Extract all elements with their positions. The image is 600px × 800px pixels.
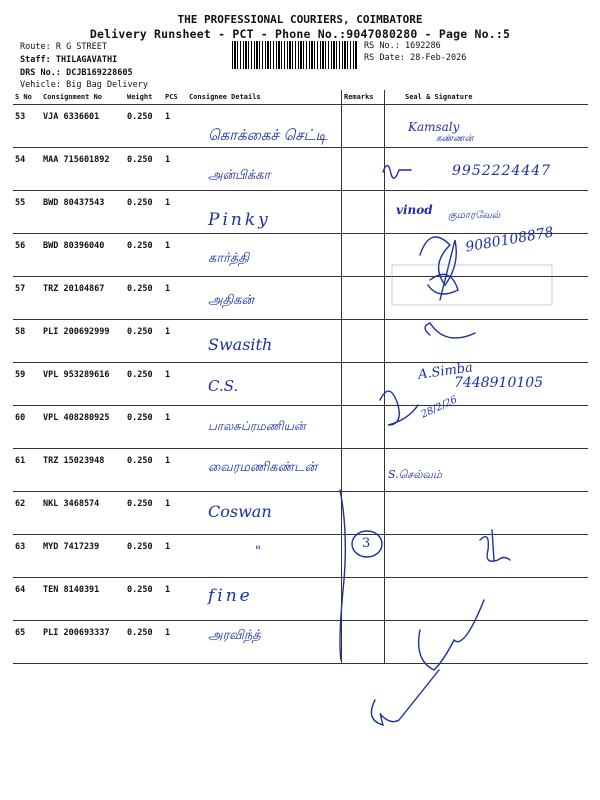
remarks-circle-number: 3 bbox=[362, 536, 371, 551]
cell-pcs: 1 bbox=[163, 406, 187, 449]
cell-consignment-no: MYD 7417239 bbox=[41, 535, 125, 578]
signature-61: S.செல்வம் bbox=[388, 468, 442, 481]
signature-60-scribble bbox=[380, 391, 418, 425]
cell-weight: 0.250 bbox=[125, 148, 163, 191]
staff-value: THILAGAVATHI bbox=[55, 55, 118, 65]
consignee-handwriting: " bbox=[255, 544, 261, 559]
consignee-handwriting: fine bbox=[208, 585, 253, 606]
signature-56-scribble bbox=[420, 237, 456, 300]
consignee-handwriting: கொக்கைச் செட்டி bbox=[208, 126, 328, 144]
cell-consignment-no: PLI 200693337 bbox=[41, 621, 125, 664]
signature-63-scribble bbox=[480, 530, 510, 561]
cell-weight: 0.250 bbox=[125, 578, 163, 621]
consignee-handwriting: வைரமணிகண்டன் bbox=[208, 460, 318, 476]
cell-consignment-no: TRZ 20104867 bbox=[41, 277, 125, 320]
cell-sno: 54 bbox=[13, 148, 41, 191]
cell-sno: 58 bbox=[13, 320, 41, 363]
vehicle-label: Vehicle: bbox=[20, 80, 61, 90]
rs-date-value: 28-Feb-2026 bbox=[410, 53, 467, 63]
cell-pcs: 1 bbox=[163, 234, 187, 277]
col-weight: Weight bbox=[125, 90, 163, 105]
cell-consignment-no: BWD 80437543 bbox=[41, 191, 125, 234]
signature-65-scribble bbox=[419, 600, 484, 670]
consignee-handwriting: பாலசுப்ரமணியன் bbox=[208, 418, 306, 433]
cell-sno: 60 bbox=[13, 406, 41, 449]
cell-pcs: 1 bbox=[163, 492, 187, 535]
rs-date-label: RS Date: bbox=[364, 53, 405, 63]
runsheet-subtitle: Delivery Runsheet - PCT - Phone No.:9047080280 - Page No.:5 bbox=[89, 27, 511, 41]
cell-weight: 0.250 bbox=[125, 234, 163, 277]
cell-consignment-no: TEN 8140391 bbox=[41, 578, 125, 621]
signature-55: vinod bbox=[396, 203, 433, 217]
cell-weight: 0.250 bbox=[125, 191, 163, 234]
route-value: R G STREET bbox=[55, 42, 108, 52]
cell-weight: 0.250 bbox=[125, 320, 163, 363]
cell-consignment-no: TRZ 15023948 bbox=[41, 449, 125, 492]
signature-53: Kamsaly bbox=[408, 120, 460, 134]
bottom-signature-scribble bbox=[371, 670, 439, 725]
consignee-handwriting: அதிகன் bbox=[208, 293, 255, 309]
cell-consignment-no: BWD 80396040 bbox=[41, 234, 125, 277]
company-title: THE PROFESSIONAL COURIERS, COIMBATORE bbox=[177, 13, 423, 26]
cell-sno: 63 bbox=[13, 535, 41, 578]
cell-weight: 0.250 bbox=[125, 363, 163, 406]
vehicle-value: Big Bag Delivery bbox=[66, 80, 148, 90]
signature-59-sub: 7448910105 bbox=[454, 375, 544, 391]
col-consignment: Consignment No bbox=[41, 90, 125, 105]
cell-weight: 0.250 bbox=[125, 492, 163, 535]
cell-sno: 61 bbox=[13, 449, 41, 492]
drs-label: DRS No.: bbox=[20, 68, 61, 78]
consignee-handwriting: Pinky bbox=[208, 209, 271, 230]
signature-60: 28/2/26 bbox=[419, 394, 460, 421]
col-seal-signature: Seal & Signature bbox=[385, 90, 589, 105]
consignee-handwriting: Swasith bbox=[208, 335, 273, 354]
col-sno: S No bbox=[13, 90, 41, 105]
cell-pcs: 1 bbox=[163, 449, 187, 492]
consignee-handwriting: Coswan bbox=[208, 502, 272, 522]
cell-consignment-no: NKL 3468574 bbox=[41, 492, 125, 535]
signature-54: 9952224447 bbox=[452, 163, 552, 179]
remarks-bracket bbox=[340, 490, 345, 660]
cell-pcs: 1 bbox=[163, 105, 187, 148]
rs-no-label: RS No.: bbox=[364, 41, 400, 51]
stamp-mark bbox=[392, 265, 552, 305]
cell-sno: 53 bbox=[13, 105, 41, 148]
cell-pcs: 1 bbox=[163, 578, 187, 621]
cell-pcs: 1 bbox=[163, 148, 187, 191]
cell-weight: 0.250 bbox=[125, 621, 163, 664]
cell-pcs: 1 bbox=[163, 191, 187, 234]
cell-pcs: 1 bbox=[163, 320, 187, 363]
rs-no-value: 1692286 bbox=[404, 41, 441, 51]
consignee-handwriting: C.S. bbox=[208, 376, 239, 395]
cell-pcs: 1 bbox=[163, 277, 187, 320]
cell-weight: 0.250 bbox=[125, 449, 163, 492]
cell-weight: 0.250 bbox=[125, 535, 163, 578]
col-remarks: Remarks bbox=[342, 90, 385, 105]
remarks-circle bbox=[352, 531, 382, 557]
cell-consignment-no: VPL 953289616 bbox=[41, 363, 125, 406]
route-label: Route: bbox=[20, 42, 51, 52]
cell-sno: 55 bbox=[13, 191, 41, 234]
col-pcs: PCS bbox=[163, 90, 187, 105]
signature-58-scribble bbox=[425, 323, 475, 338]
cell-pcs: 1 bbox=[163, 535, 187, 578]
cell-weight: 0.250 bbox=[125, 406, 163, 449]
consignee-handwriting: அன்பிக்கா bbox=[208, 167, 271, 183]
cell-sno: 65 bbox=[13, 621, 41, 664]
cell-sno: 64 bbox=[13, 578, 41, 621]
cell-consignment-no: MAA 715601892 bbox=[41, 148, 125, 191]
signature-59: A.Simba bbox=[417, 360, 474, 383]
cell-sno: 57 bbox=[13, 277, 41, 320]
consignee-handwriting: அரவிந்த் bbox=[208, 627, 261, 643]
signature-57-scribble bbox=[428, 274, 458, 294]
consignee-handwriting: கார்த்தி bbox=[208, 251, 250, 267]
cell-sno: 62 bbox=[13, 492, 41, 535]
signature-56: 9080108878 bbox=[464, 224, 555, 256]
signature-54-mark bbox=[383, 165, 411, 178]
signature-55-sub: குமாரவேல் bbox=[448, 210, 501, 221]
cell-pcs: 1 bbox=[163, 621, 187, 664]
cell-consignment-no: VPL 408280925 bbox=[41, 406, 125, 449]
staff-label: Staff: bbox=[20, 55, 51, 65]
cell-sno: 59 bbox=[13, 363, 41, 406]
cell-sno: 56 bbox=[13, 234, 41, 277]
cell-consignment-no: VJA 6336601 bbox=[41, 105, 125, 148]
cell-consignment-no: PLI 200692999 bbox=[41, 320, 125, 363]
drs-value: DCJB169228605 bbox=[66, 68, 133, 78]
cell-weight: 0.250 bbox=[125, 105, 163, 148]
col-consignee: Consignee Details bbox=[187, 90, 342, 105]
cell-weight: 0.250 bbox=[125, 277, 163, 320]
signature-53-sub: கண்ணன் bbox=[436, 134, 474, 144]
cell-pcs: 1 bbox=[163, 363, 187, 406]
